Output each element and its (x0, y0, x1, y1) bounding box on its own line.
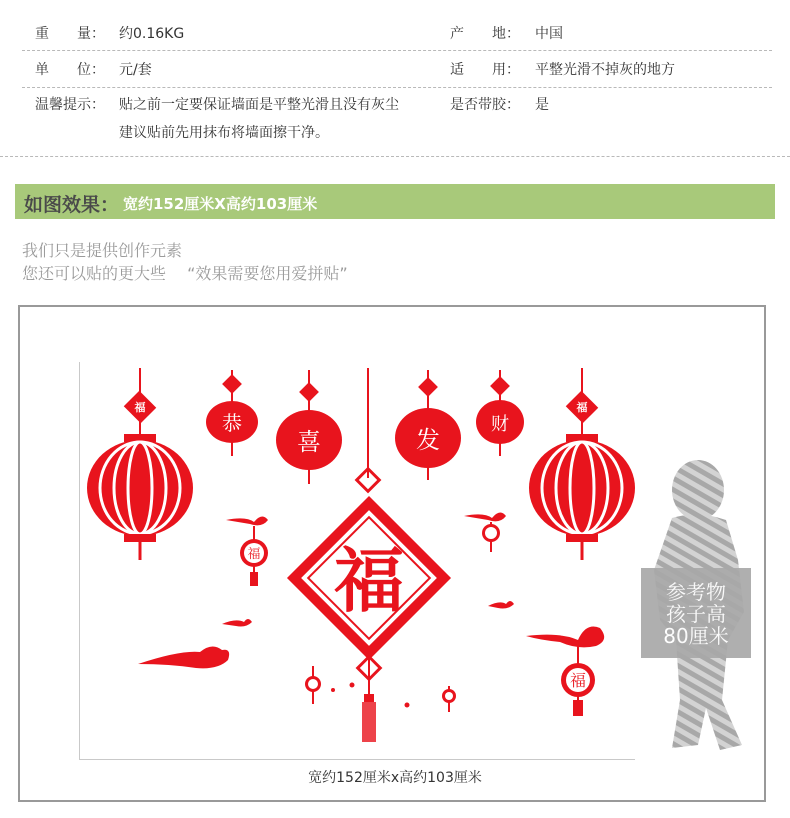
cloud-small-4 (488, 601, 514, 609)
word-lantern-4 (476, 370, 524, 456)
reference-line3: 80厘米 (663, 624, 729, 648)
tip-line1: 贴之前一定要保证墙面是平整光滑且没有灰尘 (119, 97, 399, 113)
fu-character: 福 (334, 539, 404, 622)
suitable-label: 适 用： (450, 62, 520, 78)
tip-label: 温馨提示： (35, 97, 105, 113)
word-lantern-2 (276, 370, 342, 484)
knot-tassel-bottom (358, 648, 381, 742)
origin-label: 产 地： (450, 26, 520, 42)
reference-line2: 孩子高 (666, 602, 726, 626)
unit-value: 元/套 (119, 62, 152, 78)
cloud-small-3 (464, 512, 506, 521)
big-lantern-right (529, 368, 635, 560)
adhesive-label: 是否带胶： (450, 97, 520, 113)
fu-tag-left: 福 (134, 401, 146, 414)
reference-label-box (641, 568, 751, 658)
lantern-word-3: 发 (416, 426, 440, 454)
adhesive-value: 是 (535, 97, 549, 113)
note-line2: 您还可以贴的更大些 “效果需要您用爱拼贴” (22, 264, 348, 283)
cloud-small-1 (226, 516, 268, 525)
word-lantern-3 (395, 370, 461, 480)
fu-ornament-5 (442, 686, 456, 712)
size-caption: 宽约152厘米x高约103厘米 (308, 770, 482, 786)
cloud-small-2 (222, 619, 252, 627)
fu-ornament-1-char: 福 (247, 547, 261, 562)
lantern-word-1: 恭 (222, 411, 242, 435)
note-line1: 我们只是提供创作元素 (22, 241, 183, 260)
lantern-word-2: 喜 (297, 428, 321, 456)
weight-value: 约0.16KG (119, 26, 185, 42)
lantern-word-4: 财 (491, 414, 509, 435)
fu-ornament-2 (482, 522, 500, 552)
tip-line2: 建议贴前先用抹布将墙面擦干净。 (119, 125, 329, 141)
fu-ornament-3-char: 福 (569, 671, 587, 690)
weight-label: 重 量： (35, 26, 105, 42)
fu-ornament-4 (305, 666, 321, 704)
big-lantern-left (87, 368, 193, 560)
fu-tag-right: 福 (576, 401, 588, 414)
origin-value: 中国 (535, 26, 563, 42)
cloud-left (138, 646, 229, 668)
unit-label: 单 位： (35, 62, 105, 78)
suitable-value: 平整光滑不掉灰的地方 (535, 62, 675, 78)
effect-size: 宽约152厘米X高约103厘米 (123, 195, 318, 213)
reference-line1: 参考物 (666, 580, 726, 604)
cloud-right (526, 627, 604, 648)
effect-title: 如图效果： (24, 194, 120, 216)
